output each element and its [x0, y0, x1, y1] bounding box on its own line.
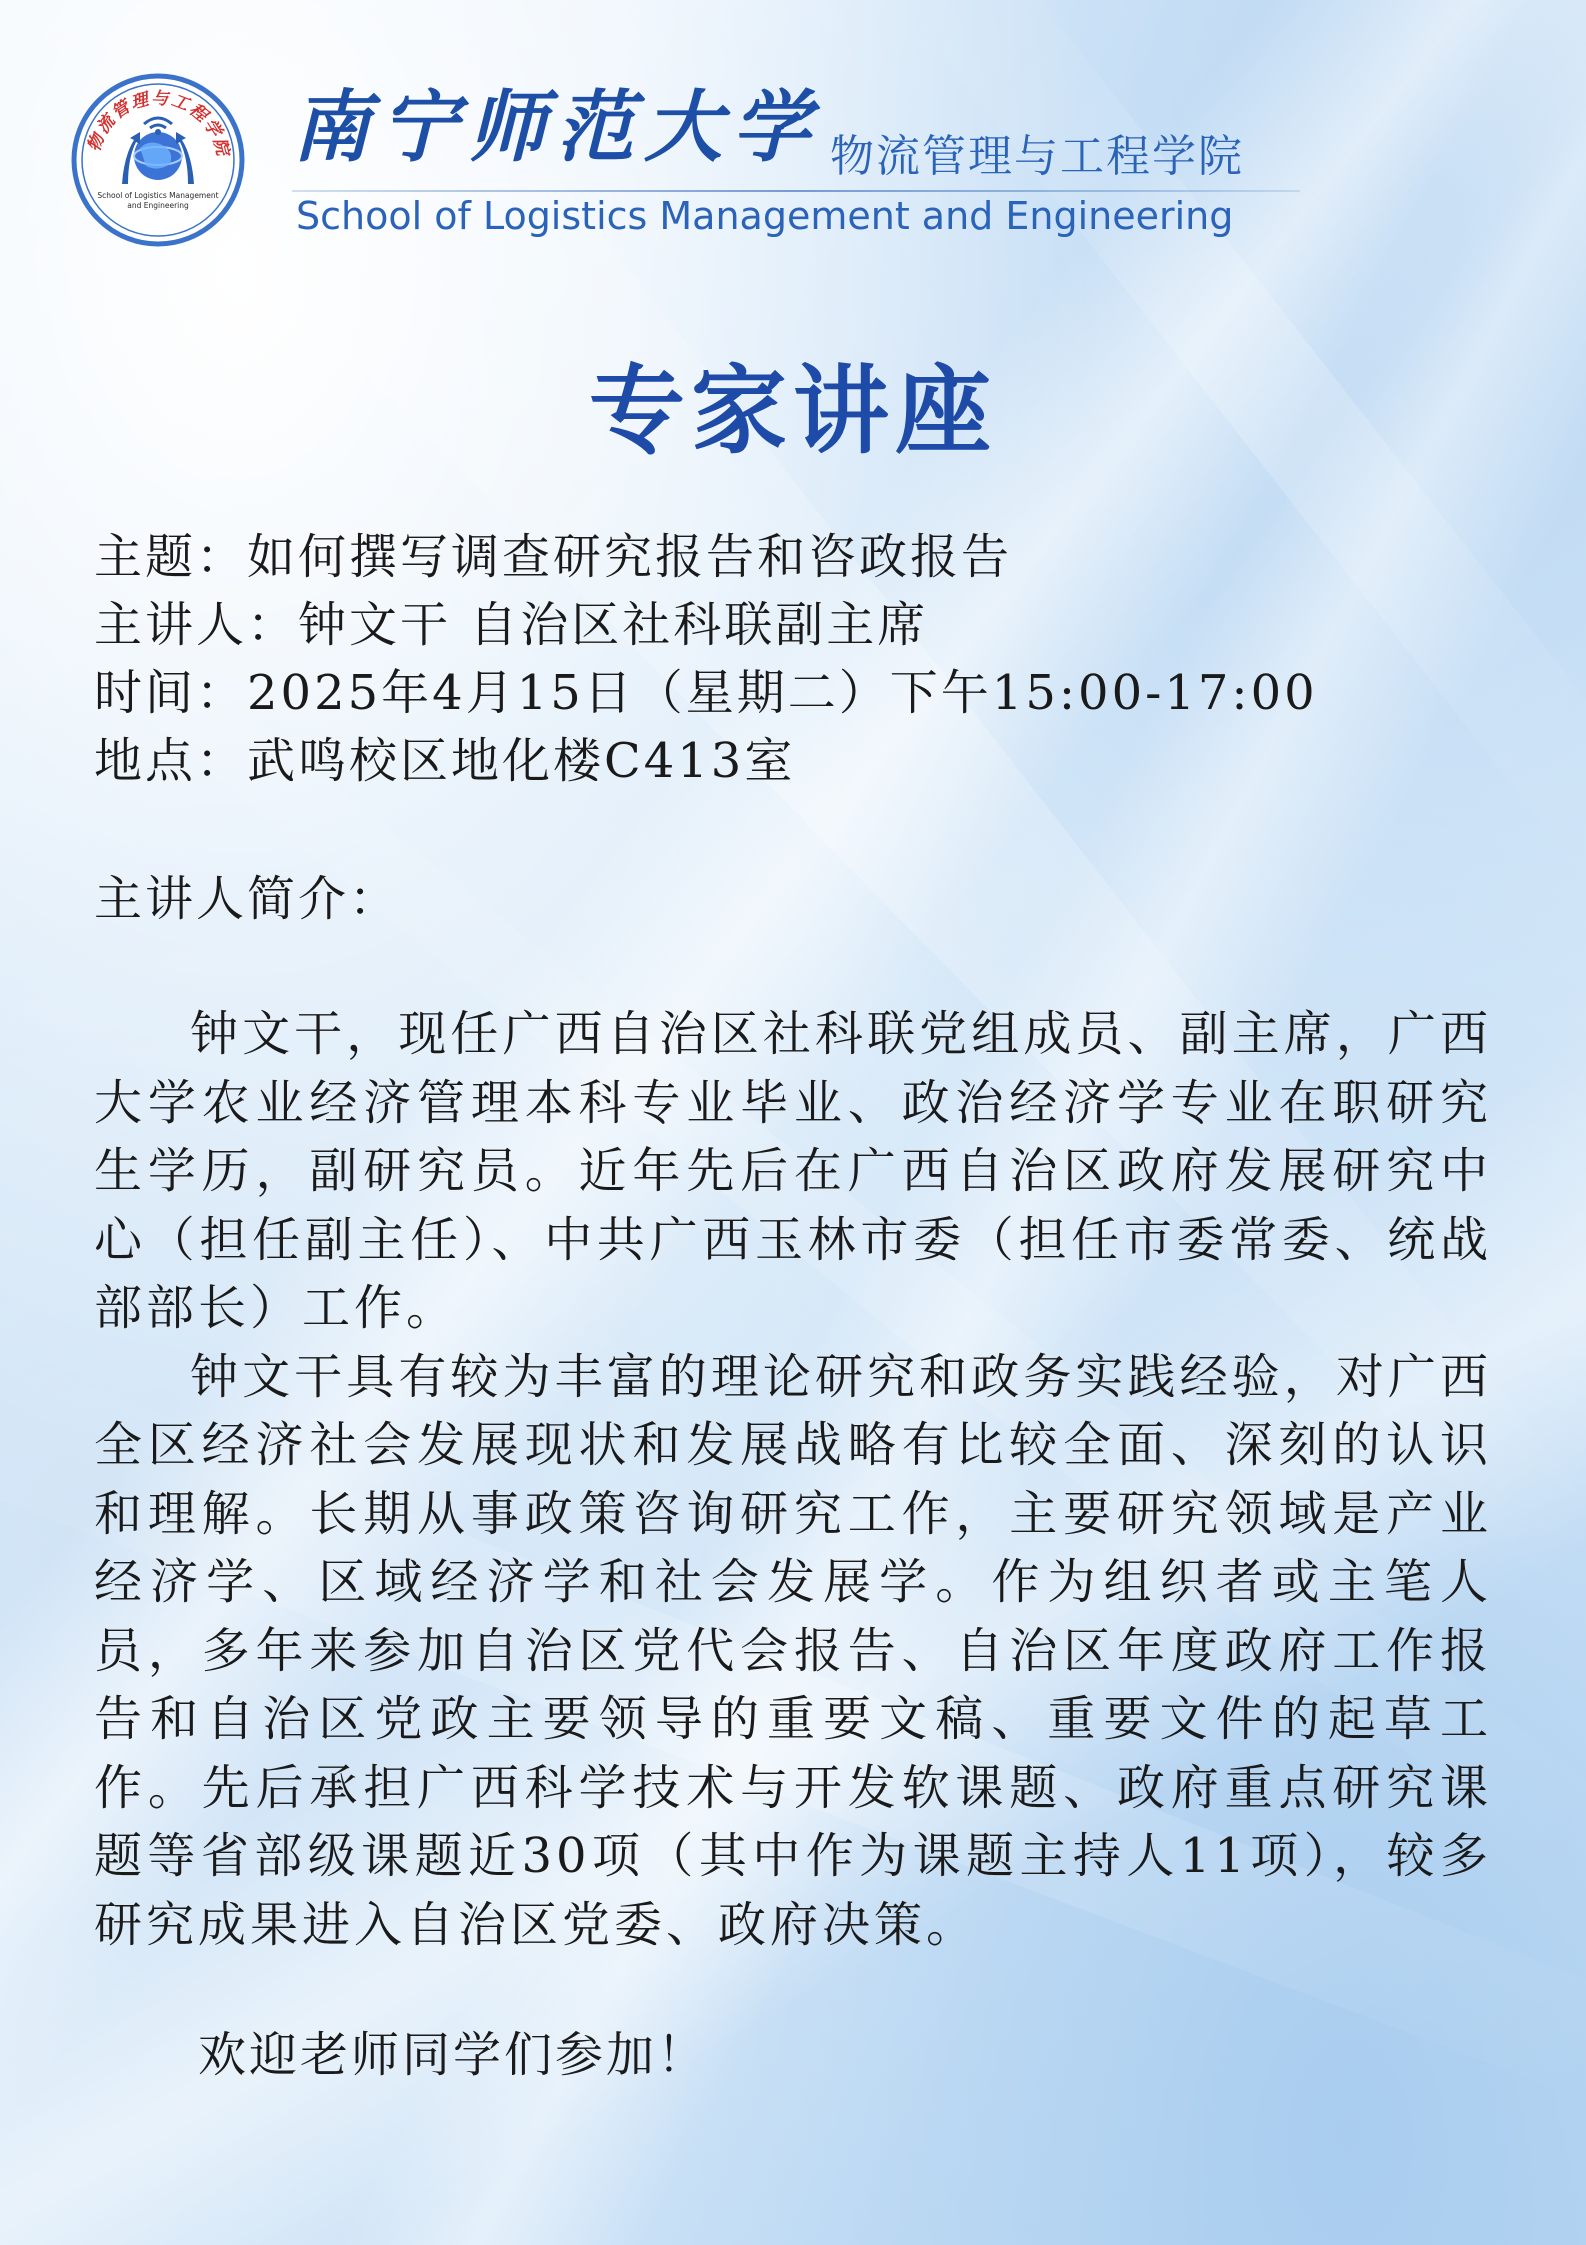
- time-line: 时间：2025年4月15日（星期二）下午15:00-17:00: [94, 665, 1318, 721]
- school-logo: [70, 72, 246, 248]
- location-line: 地点：武鸣校区地化楼C413室: [94, 733, 796, 789]
- speaker-bio: [94, 1000, 1492, 1959]
- school-name-chinese: 物流管理与工程学院: [830, 131, 1244, 182]
- logo-ring-text: 物流管理与工程学院: [84, 88, 233, 160]
- university-name: 南宁师范大学: [292, 82, 821, 173]
- bio-paragraph-1: 钟文干，现任广西自治区社科联党组成员、副主席，广西大学农业经济管理本科专业毕业、政治经济学专业在职研究生学历，副研究员。近年先后在广西自治区政府发展研究中心（担任副主任）、中共广西玉林市委（担任市委常委、统战部部长）工作。: [94, 1006, 1492, 1336]
- svg-text:School of Logistics Management: School of Logistics Management: [97, 191, 219, 200]
- bio-paragraph-2: 钟文干具有较为丰富的理论研究和政务实践经验，对广西全区经济社会发展现状和发展战略有比较全面、深刻的认识和理解。长期从事政策咨询研究工作，主要研究领域是产业经济学、区域经济学和社会发展学。作为组织者或主笔人员，多年来参加自治区党代会报告、自治区年度政府工作报告和自治区党政主要领导的重要文稿、重要文件的起草工作。先后承担广西科学技术与开发软课题、政府重点研究课题等省部级课题近30项（其中作为课题主持人11项），较多研究成果进入自治区党委、政府决策。: [94, 1348, 1492, 1953]
- speaker-line: 主讲人：钟文干 自治区社科联副主席: [94, 597, 929, 653]
- closing-message: 欢迎老师同学们参加！: [198, 2027, 709, 2083]
- lecture-info: [94, 523, 1514, 795]
- school-name-english: School of Logistics Management and Engineering: [296, 194, 1234, 238]
- topic-line: 主题：如何撰写调查研究报告和咨政报告: [94, 529, 1013, 585]
- header: [70, 72, 1320, 252]
- svg-text:and Engineering: and Engineering: [127, 201, 189, 210]
- header-divider: [292, 190, 1300, 192]
- page-title: 专家讲座: [589, 355, 997, 467]
- speaker-intro-heading: 主讲人简介：: [94, 871, 401, 927]
